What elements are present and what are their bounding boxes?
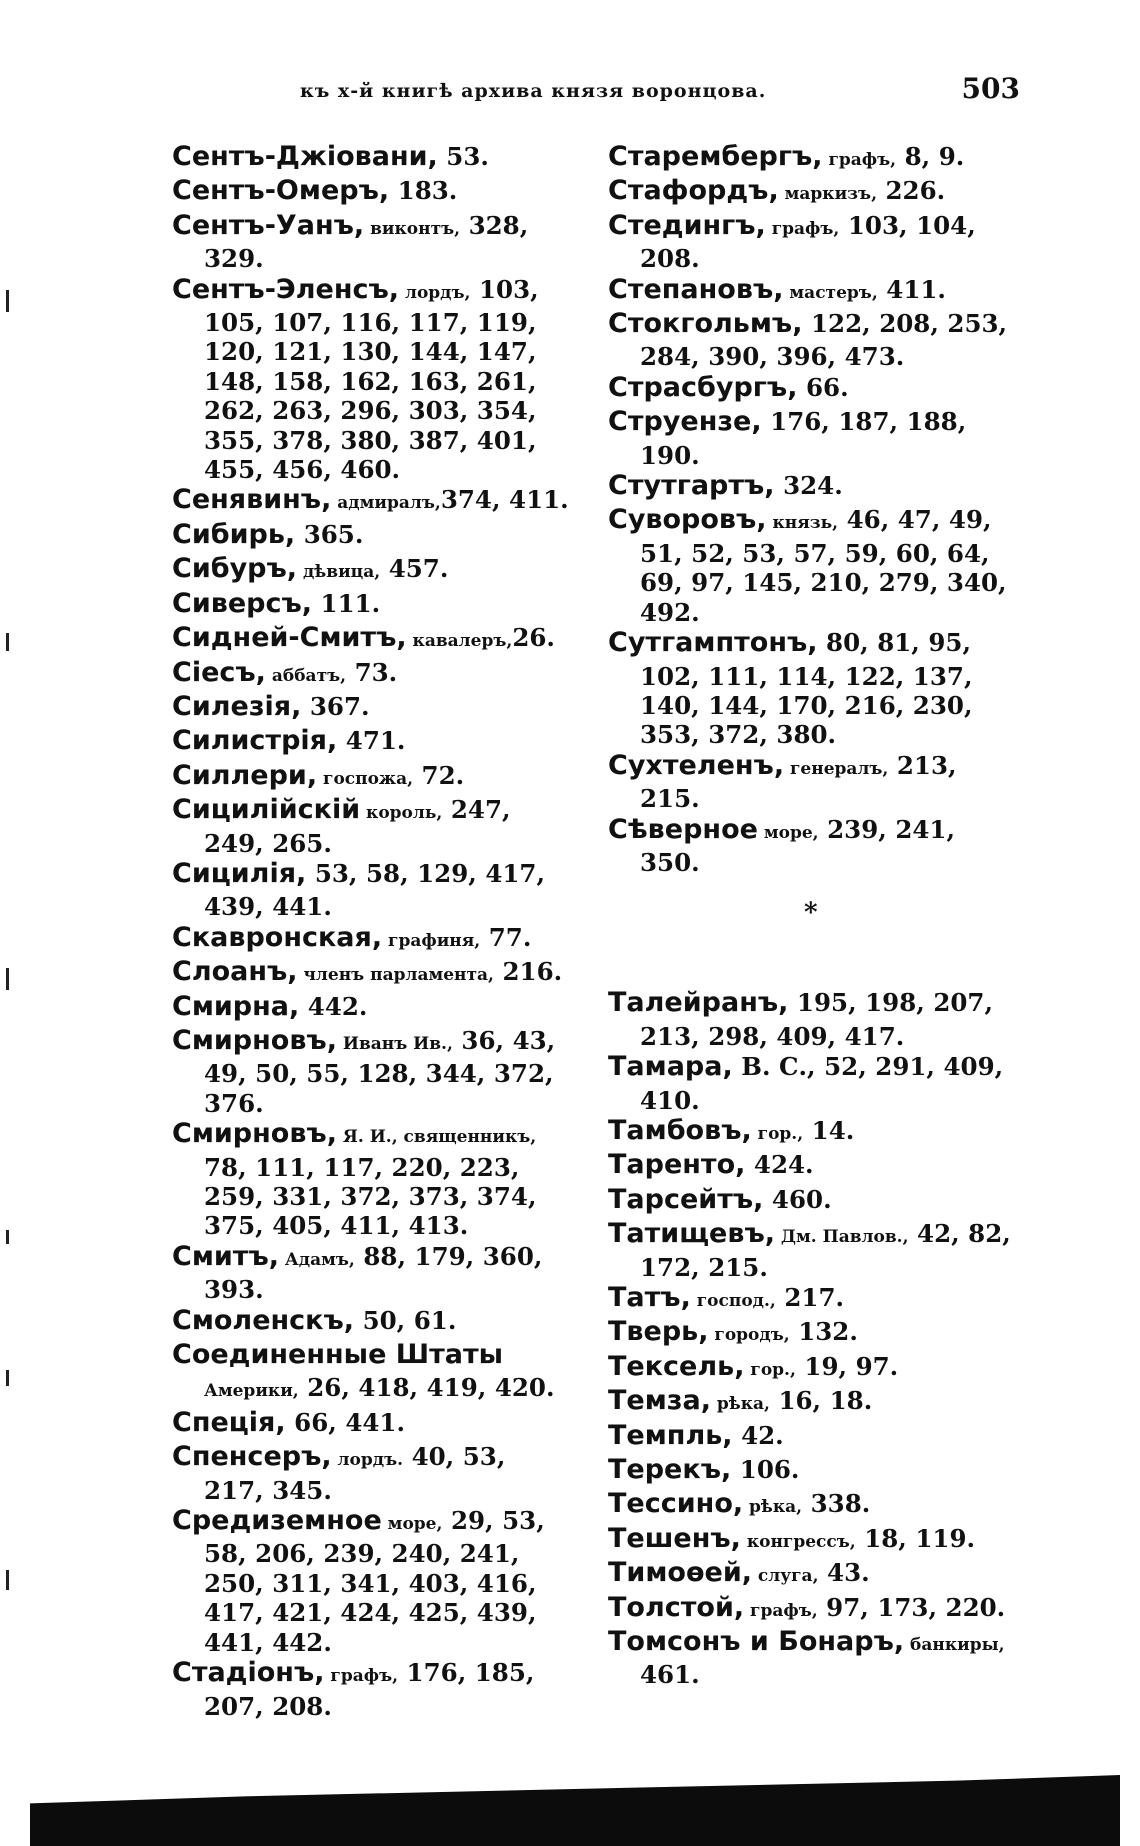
- index-entry: [172, 623, 572, 656]
- entry-heading: Смоленскъ,: [172, 1304, 355, 1336]
- index-entry: [172, 554, 572, 587]
- entry-page-refs: 80, 81, 95, 102, 111, 114, 122, 137, 140, 144, 170, 216, 230, 353, 372, 380.: [640, 628, 973, 750]
- entry-heading: Суворовъ,: [608, 504, 767, 536]
- entry-page-refs: 8, 9.: [896, 142, 965, 171]
- entry-qualifier: графиня,: [382, 930, 481, 951]
- index-entry: [608, 407, 1018, 470]
- entry-heading: Сиверсъ,: [172, 587, 313, 619]
- entry-qualifier: маркизъ,: [778, 184, 877, 205]
- entry-qualifier: рѣка,: [710, 1394, 770, 1415]
- index-entry: [608, 815, 1018, 878]
- entry-qualifier: слуга,: [752, 1566, 819, 1587]
- index-entry: [608, 1116, 1018, 1149]
- entry-heading: Стадіонъ,: [172, 1657, 325, 1689]
- index-entry: [172, 923, 572, 956]
- entry-page-refs: 324.: [774, 471, 843, 501]
- entry-page-refs: 122, 208, 253, 284, 390, 396, 473.: [640, 309, 1008, 372]
- index-entry: [172, 589, 572, 622]
- entry-page-refs: 77.: [480, 922, 532, 952]
- entry-page-refs: 103, 105, 107, 116, 117, 119, 120, 121, 130, 144, 147, 148, 158, 162, 163, 261, 262, 263, 296, 303, 354, 355, 378, 380, 387, 401, 455, 456, 460.: [204, 274, 539, 485]
- entry-heading: Стокгольмъ,: [608, 308, 803, 340]
- entry-heading: Сентъ-Эленсъ,: [172, 273, 400, 305]
- entry-qualifier: Америки,: [204, 1381, 299, 1402]
- entry-qualifier: конгрессъ,: [740, 1531, 856, 1552]
- entry-qualifier: Я. И., священникъ,: [336, 1127, 537, 1148]
- entry-heading: Силезія,: [172, 690, 302, 722]
- entry-heading: Темза,: [608, 1385, 711, 1417]
- entry-page-refs: 213, 215.: [640, 750, 957, 814]
- running-header: [300, 72, 1020, 112]
- entry-heading: Силлери,: [172, 759, 318, 791]
- entry-page-refs: 457.: [380, 554, 449, 584]
- index-entry: [172, 859, 572, 922]
- entry-page-refs: 53.: [437, 142, 489, 171]
- entry-heading: Темпль,: [608, 1419, 733, 1451]
- entry-page-refs: 42.: [732, 1420, 784, 1450]
- entry-heading: Томсонъ и Бонаръ,: [608, 1626, 905, 1658]
- entry-page-refs: 50, 61.: [354, 1305, 457, 1335]
- entry-heading: Стутгартъ,: [608, 470, 775, 502]
- entry-heading: Скавронская,: [172, 921, 383, 953]
- entry-page-refs: 40, 53, 217, 345.: [204, 1442, 506, 1505]
- index-entry: [172, 795, 572, 858]
- entry-page-refs: 66.: [797, 372, 849, 402]
- entry-heading: Сѣверное: [608, 813, 758, 845]
- index-section-t: [608, 988, 1018, 1690]
- entry-heading: Тимоѳей,: [608, 1557, 752, 1589]
- margin-mark: [6, 1570, 9, 1590]
- entry-page-refs: 367.: [301, 691, 370, 721]
- entry-heading: Толстой,: [608, 1591, 745, 1623]
- entry-page-refs: 46, 47, 49, 51, 52, 53, 57, 59, 60, 64, 69, 97, 145, 210, 279, 340, 492.: [640, 505, 1007, 627]
- entry-heading: Тамбовъ,: [608, 1114, 752, 1146]
- entry-page-refs: 365.: [295, 519, 364, 549]
- index-entry: [172, 176, 572, 209]
- entry-qualifier: кавалеръ,: [406, 631, 513, 652]
- index-entry: [172, 1506, 572, 1657]
- entry-page-refs: 471.: [337, 726, 406, 756]
- index-entry: [608, 373, 1018, 406]
- entry-page-refs: 43.: [818, 1558, 870, 1588]
- entry-heading: Сіесъ,: [172, 656, 266, 688]
- entry-heading: Сутгамптонъ,: [608, 627, 818, 659]
- index-entry: [172, 485, 572, 518]
- index-entry: [608, 1317, 1018, 1350]
- index-entry: [172, 1340, 572, 1407]
- entry-page-refs: 424.: [745, 1150, 814, 1180]
- entry-page-refs: 106.: [731, 1455, 800, 1485]
- index-entry: [608, 275, 1018, 308]
- index-entry: [172, 211, 572, 274]
- index-entry: [172, 1306, 572, 1339]
- entry-heading: Сентъ-Омеръ,: [172, 175, 390, 207]
- entry-qualifier: городъ,: [708, 1325, 790, 1346]
- index-entry: [608, 1185, 1018, 1218]
- entry-qualifier: членъ парламента,: [297, 965, 494, 986]
- entry-page-refs: 460.: [763, 1184, 832, 1214]
- index-entry: [608, 1489, 1018, 1522]
- entry-qualifier: графъ,: [765, 218, 840, 239]
- index-entry: [172, 1119, 572, 1241]
- entry-qualifier: король,: [360, 803, 443, 824]
- entry-page-refs: 217.: [775, 1283, 845, 1312]
- entry-qualifier: графъ,: [822, 150, 897, 170]
- entry-page-refs: 461.: [640, 1660, 700, 1690]
- index-entry: [608, 988, 1018, 1051]
- entry-qualifier: гор.,: [751, 1123, 804, 1144]
- entry-qualifier: лордъ.: [331, 1450, 404, 1471]
- entry-heading: Степановъ,: [608, 273, 784, 305]
- index-entry: [608, 1386, 1018, 1419]
- entry-page-refs: 176, 187, 188, 190.: [640, 407, 967, 470]
- margin-mark: [6, 968, 9, 990]
- index-entry: [172, 992, 572, 1025]
- index-entry: [608, 176, 1018, 209]
- entry-page-refs: 442.: [299, 991, 368, 1021]
- index-entry: [608, 1150, 1018, 1183]
- entry-heading: Стедингъ,: [608, 209, 766, 241]
- entry-heading: Сухтеленъ,: [608, 749, 785, 781]
- entry-heading: Тарсейтъ,: [608, 1183, 764, 1215]
- index-entry: [172, 1408, 572, 1441]
- index-entry: [172, 692, 572, 725]
- entry-qualifier: море,: [381, 1514, 443, 1535]
- section-marker: *: [804, 898, 818, 929]
- index-entry: [608, 751, 1018, 814]
- entry-page-refs: 132.: [789, 1317, 858, 1347]
- entry-page-refs: 338.: [802, 1489, 871, 1519]
- entry-page-refs: 103, 104, 208.: [640, 210, 976, 274]
- entry-qualifier: графъ,: [324, 1666, 399, 1687]
- running-title: къ х-й книгѣ архива князя воронцова.: [300, 80, 767, 102]
- index-entry: [608, 1052, 1018, 1115]
- entry-page-refs: 73.: [346, 657, 398, 687]
- index-entry: [172, 658, 572, 691]
- index-entry: [172, 1442, 572, 1505]
- entry-qualifier: адмиралъ,: [331, 493, 441, 514]
- entry-heading: Слоанъ,: [172, 956, 298, 988]
- entry-heading: Терекъ,: [608, 1454, 732, 1486]
- section-divider: [608, 878, 1018, 988]
- index-entry: [172, 520, 572, 553]
- index-entry: [172, 1026, 572, 1118]
- entry-heading: Сидней-Смитъ,: [172, 622, 407, 654]
- entry-heading: Сентъ-Джіовани,: [172, 141, 438, 172]
- entry-qualifier: рѣка,: [743, 1497, 803, 1518]
- entry-page-refs: 183.: [389, 176, 458, 206]
- margin-mark: [6, 1370, 9, 1386]
- margin-mark: [6, 290, 9, 312]
- entry-qualifier: виконтъ,: [364, 218, 461, 239]
- entry-heading: Талейранъ,: [608, 987, 789, 1019]
- entry-heading: Тамара,: [608, 1051, 733, 1083]
- entry-qualifier: мастеръ,: [783, 282, 878, 303]
- entry-page-refs: 226.: [876, 176, 946, 206]
- entry-page-refs: 72.: [413, 760, 465, 790]
- entry-heading: Спенсеръ,: [172, 1441, 332, 1473]
- index-column-left: [172, 142, 572, 1722]
- index-entry: [172, 761, 572, 794]
- index-entry: [608, 309, 1018, 372]
- index-entry: [172, 957, 572, 990]
- index-entry: [172, 1242, 572, 1305]
- entry-heading: Татъ,: [608, 1282, 691, 1313]
- entry-qualifier: лордъ,: [399, 282, 471, 303]
- entry-qualifier: море,: [757, 822, 819, 843]
- entry-heading: Струензе,: [608, 406, 762, 438]
- index-entry: [172, 1658, 572, 1721]
- entry-page-refs: 26, 418, 419, 420.: [298, 1373, 555, 1403]
- scan-edge-shadow: [30, 1775, 1120, 1846]
- entry-heading: Спеція,: [172, 1406, 286, 1438]
- entry-page-refs: 42, 82, 172, 215.: [640, 1219, 1011, 1282]
- entry-qualifier: гор.,: [744, 1359, 796, 1380]
- index-entry: [608, 628, 1018, 750]
- entry-heading: Средиземное: [172, 1505, 382, 1537]
- entry-page-refs: 14.: [803, 1115, 855, 1145]
- entry-qualifier: Адамъ,: [279, 1249, 355, 1270]
- index-entry: [172, 275, 572, 485]
- entry-heading: Сибирь,: [172, 518, 296, 550]
- entry-page-refs: 19, 97.: [795, 1351, 899, 1381]
- index-entry: [608, 1283, 1018, 1316]
- entry-heading: Смирновъ,: [172, 1118, 337, 1150]
- entry-heading: Смирна,: [172, 990, 300, 1022]
- entry-heading: Тверь,: [608, 1316, 709, 1348]
- margin-mark: [6, 1230, 9, 1244]
- entry-heading: Страсбургъ,: [608, 371, 798, 403]
- index-entry: [608, 1352, 1018, 1385]
- entry-qualifier: Иванъ Ив.,: [336, 1033, 453, 1054]
- index-entry: [608, 142, 1018, 175]
- index-section-s: [608, 142, 1018, 877]
- entry-qualifier: генералъ,: [784, 758, 889, 779]
- entry-qualifier: аббатъ,: [265, 665, 347, 686]
- entry-page-refs: 247, 249, 265.: [204, 795, 511, 858]
- entry-heading: Силистрія,: [172, 725, 338, 757]
- index-entry: [608, 1593, 1018, 1626]
- index-entry: [608, 211, 1018, 274]
- index-entry: [608, 471, 1018, 504]
- index-entry: [172, 142, 572, 175]
- entry-heading: Сицилійскій: [172, 794, 361, 826]
- margin-mark: [6, 633, 9, 651]
- entry-heading: Таренто,: [608, 1149, 746, 1181]
- entry-page-refs: 16, 18.: [769, 1386, 873, 1416]
- index-entry: [608, 1421, 1018, 1454]
- index-entry: [608, 1455, 1018, 1488]
- entry-heading: Сенявинъ,: [172, 484, 332, 516]
- index-column-right: [608, 142, 1018, 1691]
- entry-page-refs: 36, 43, 49, 50, 55, 128, 344, 372, 376.: [204, 1025, 556, 1118]
- entry-qualifier: графъ,: [744, 1600, 818, 1621]
- page-number: 503: [961, 72, 1020, 105]
- entry-page-refs: В. С., 52, 291, 409, 410.: [640, 1052, 1004, 1115]
- entry-heading: Тешенъ,: [608, 1522, 741, 1554]
- entry-heading: Сицилія,: [172, 857, 307, 889]
- entry-heading: Соединенные Штаты: [172, 1339, 504, 1371]
- entry-page-refs: 411.: [877, 274, 946, 304]
- entry-page-refs: 66, 441.: [285, 1407, 406, 1437]
- index-entry: [608, 1524, 1018, 1557]
- entry-qualifier: банкиры,: [904, 1635, 1005, 1656]
- entry-qualifier: Дм. Павлов.,: [775, 1227, 909, 1248]
- entry-page-refs: 88, 179, 360, 393.: [204, 1241, 543, 1305]
- index-entry: [172, 726, 572, 759]
- entry-page-refs: 239, 241, 350.: [640, 814, 955, 877]
- entry-qualifier: госпожа,: [317, 768, 414, 789]
- index-entry: [608, 1219, 1018, 1282]
- entry-page-refs: 97, 173, 220.: [817, 1592, 1006, 1622]
- entry-page-refs: 328, 329.: [204, 210, 529, 274]
- entry-heading: Стафордъ,: [608, 175, 779, 207]
- entry-qualifier: дѣвица,: [297, 562, 381, 583]
- index-entry: [608, 505, 1018, 627]
- entry-heading: Тексель,: [608, 1350, 745, 1382]
- index-entry: [608, 1558, 1018, 1591]
- entry-heading: Тессино,: [608, 1488, 744, 1520]
- entry-page-refs: 26.: [512, 623, 555, 653]
- entry-page-refs: 216.: [493, 957, 563, 987]
- entry-page-refs: 176, 185, 207, 208.: [204, 1658, 535, 1721]
- entry-page-refs: 53, 58, 129, 417, 439, 441.: [204, 858, 546, 922]
- entry-page-refs: 111.: [312, 588, 381, 618]
- entry-page-refs: 78, 111, 117, 220, 223, 259, 331, 372, 373, 374, 375, 405, 411, 413.: [204, 1152, 537, 1241]
- entry-heading: Старембергъ,: [608, 141, 823, 172]
- entry-qualifier: господ.,: [690, 1291, 776, 1311]
- entry-qualifier: князь,: [766, 513, 839, 534]
- entry-heading: Сентъ-Уанъ,: [172, 209, 365, 241]
- entry-page-refs: 374, 411.: [440, 485, 569, 515]
- index-entry: [608, 1627, 1018, 1690]
- entry-page-refs: 195, 198, 207, 213, 298, 409, 417.: [640, 988, 994, 1051]
- entry-page-refs: 18, 119.: [855, 1523, 976, 1553]
- entry-heading: Татищевъ,: [608, 1218, 775, 1250]
- entry-heading: Смирновъ,: [172, 1024, 337, 1056]
- entry-heading: Сибуръ,: [172, 553, 298, 585]
- entry-page-refs: 29, 53, 58, 206, 239, 240, 241, 250, 311, 341, 403, 416, 417, 421, 424, 425, 439, 441, 442.: [204, 1506, 545, 1657]
- entry-heading: Смитъ,: [172, 1240, 279, 1272]
